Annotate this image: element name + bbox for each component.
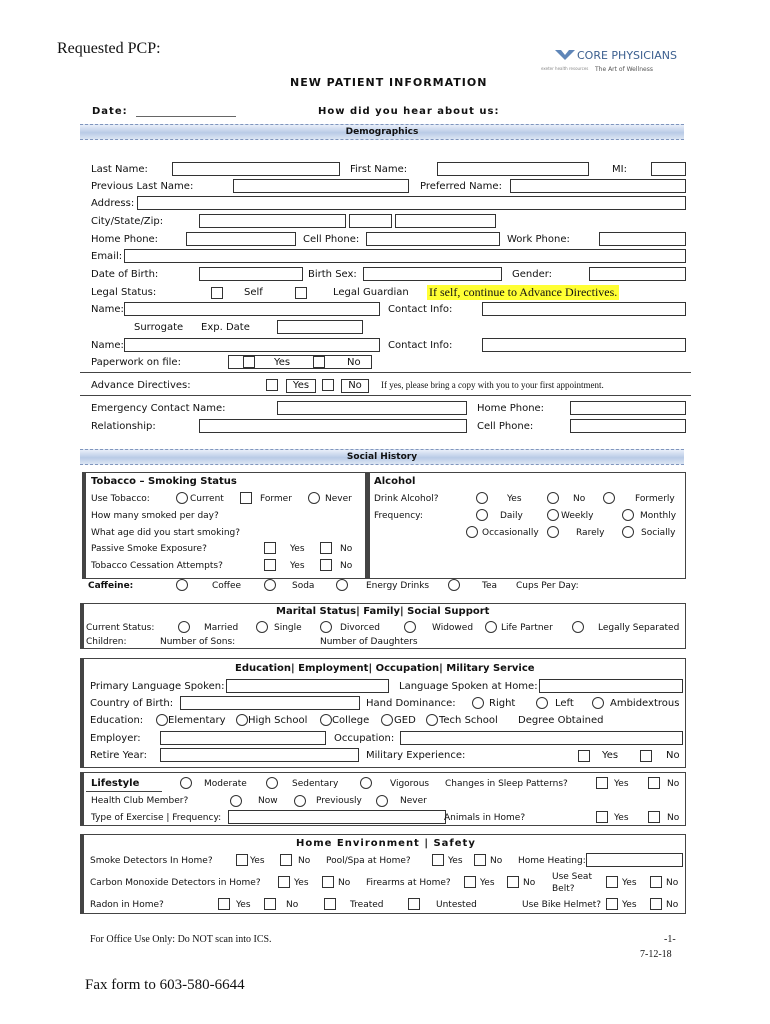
- previous-last-name-label: Previous Last Name:: [91, 181, 194, 192]
- ad-yes-label: Yes: [286, 379, 316, 393]
- military-no-label: No: [666, 750, 680, 761]
- hand-left-label: Left: [555, 698, 574, 709]
- surrogate-label: Surrogate: [134, 322, 184, 333]
- birth-sex-label: Birth Sex:: [308, 269, 357, 280]
- high-school-label: High School: [248, 715, 308, 726]
- name2-field[interactable]: [124, 338, 380, 352]
- emergency-contact-field[interactable]: [277, 401, 467, 415]
- passive-no-label: No: [340, 544, 353, 554]
- sleep-yes-label: Yes: [614, 779, 629, 789]
- cessation-label: Tobacco Cessation Attempts?: [91, 561, 223, 571]
- date-label: Date:: [92, 106, 128, 117]
- tech-school-label: Tech School: [439, 715, 498, 726]
- how-many-label: How many smoked per day?: [91, 511, 219, 521]
- radon-untested-label: Untested: [436, 900, 477, 910]
- zip-field[interactable]: [395, 214, 496, 228]
- seat-belt-yes-label: Yes: [622, 878, 637, 888]
- relationship-field[interactable]: [199, 419, 467, 433]
- elementary-radio[interactable]: [156, 714, 168, 726]
- ad-no-label: No: [341, 379, 369, 393]
- cell-phone-label: Cell Phone:: [303, 234, 360, 245]
- country-label: Country of Birth:: [90, 698, 174, 709]
- cell-phone-field[interactable]: [366, 232, 500, 246]
- military-label: Military Experience:: [366, 750, 466, 761]
- coffee-label: Coffee: [212, 581, 242, 591]
- smoke-detectors-label: Smoke Detectors In Home?: [90, 856, 213, 866]
- freq-monthly-label: Monthly: [640, 511, 677, 521]
- legal-guardian-label: Legal Guardian: [333, 287, 409, 298]
- first-name-label: First Name:: [350, 164, 408, 175]
- co-yes-checkbox[interactable]: [278, 876, 290, 888]
- tobacco-never-radio[interactable]: [308, 492, 320, 504]
- cups-per-day-label: Cups Per Day:: [516, 581, 579, 591]
- drink-alcohol-label: Drink Alcohol?: [374, 494, 439, 504]
- date-line[interactable]: [136, 116, 236, 117]
- drink-yes-label: Yes: [507, 494, 522, 504]
- exercise-label: Type of Exercise | Frequency:: [91, 813, 222, 823]
- first-name-field[interactable]: [437, 162, 589, 176]
- freq-socially-radio[interactable]: [622, 526, 634, 538]
- name-field[interactable]: [124, 302, 380, 316]
- seat-belt-no-checkbox[interactable]: [650, 876, 662, 888]
- drink-formerly-label: Formerly: [635, 494, 675, 504]
- drink-no-radio[interactable]: [547, 492, 559, 504]
- form-date: 7-12-18: [640, 949, 672, 960]
- email-label: Email:: [91, 251, 123, 262]
- high-school-radio[interactable]: [236, 714, 248, 726]
- seat-belt-yes-checkbox[interactable]: [606, 876, 618, 888]
- passive-no-checkbox[interactable]: [320, 542, 332, 554]
- dob-label: Date of Birth:: [91, 269, 159, 280]
- caffeine-label: Caffeine:: [88, 581, 134, 591]
- freq-daily-radio[interactable]: [476, 509, 488, 521]
- legal-self-label: Self: [244, 287, 263, 298]
- moderate-radio[interactable]: [180, 777, 192, 789]
- tobacco-former-checkbox[interactable]: [240, 492, 252, 504]
- hand-left-radio[interactable]: [536, 697, 548, 709]
- firearms-no-checkbox[interactable]: [507, 876, 519, 888]
- separated-label: Legally Separated: [598, 623, 680, 633]
- logo-mark-icon: [555, 48, 575, 62]
- hand-right-radio[interactable]: [472, 697, 484, 709]
- paperwork-label: Paperwork on file:: [91, 357, 181, 368]
- passive-smoke-label: Passive Smoke Exposure?: [91, 544, 207, 554]
- education-label: Education:: [90, 715, 144, 726]
- ged-label: GED: [394, 715, 416, 726]
- address-label: Address:: [91, 198, 135, 209]
- smoke-no-checkbox[interactable]: [280, 854, 292, 866]
- dob-field[interactable]: [199, 267, 303, 281]
- cessation-yes-label: Yes: [290, 561, 305, 571]
- firearms-yes-checkbox[interactable]: [464, 876, 476, 888]
- requested-pcp-label: Requested PCP:: [57, 40, 161, 57]
- single-label: Single: [274, 623, 302, 633]
- single-radio[interactable]: [256, 621, 268, 633]
- contact-info2-field[interactable]: [482, 338, 686, 352]
- firearms-label: Firearms at Home?: [366, 878, 451, 888]
- freq-rarely-radio[interactable]: [547, 526, 559, 538]
- social-history-title: Social History: [346, 452, 418, 462]
- contact-info2-label: Contact Info:: [388, 340, 453, 351]
- freq-rarely-label: Rarely: [576, 528, 605, 538]
- city-state-zip-label: City/State/Zip:: [91, 216, 164, 227]
- sleep-yes-checkbox[interactable]: [596, 777, 608, 789]
- ad-no-checkbox[interactable]: [322, 379, 334, 391]
- helmet-no-label: No: [666, 900, 679, 910]
- freq-occasionally-radio[interactable]: [466, 526, 478, 538]
- preferred-name-label: Preferred Name:: [420, 181, 502, 192]
- animals-yes-label: Yes: [614, 813, 629, 823]
- freq-daily-label: Daily: [500, 511, 523, 521]
- previous-last-name-field[interactable]: [233, 179, 409, 193]
- co-no-checkbox[interactable]: [322, 876, 334, 888]
- sedentary-label: Sedentary: [292, 779, 339, 789]
- drink-yes-radio[interactable]: [476, 492, 488, 504]
- animals-yes-checkbox[interactable]: [596, 811, 608, 823]
- country-field[interactable]: [180, 696, 360, 710]
- ad-note: If yes, please bring a copy with you to your first appointment.: [381, 380, 604, 390]
- paperwork-yes-label: Yes: [274, 357, 291, 368]
- birth-sex-field[interactable]: [363, 267, 502, 281]
- seat-belt-label: Use Seat Belt?: [552, 872, 592, 894]
- home-title: Home Environment | Safety: [296, 838, 476, 849]
- work-phone-label: Work Phone:: [507, 234, 570, 245]
- retire-field[interactable]: [160, 748, 359, 762]
- drink-no-label: No: [573, 494, 586, 504]
- demographics-title: Demographics: [345, 127, 419, 137]
- lifestyle-title: Lifestyle: [91, 778, 140, 789]
- tobacco-former-label: Former: [260, 494, 292, 504]
- gender-label: Gender:: [512, 269, 553, 280]
- club-never-radio[interactable]: [376, 795, 388, 807]
- exp-date-field[interactable]: [277, 320, 363, 334]
- lifestyle-title-line: [86, 791, 162, 792]
- pool-no-label: No: [490, 856, 503, 866]
- freq-occasionally-label: Occasionally: [482, 528, 539, 538]
- home-language-field[interactable]: [539, 679, 683, 693]
- work-phone-field[interactable]: [599, 232, 686, 246]
- fax-note: Fax form to 603-580-6644: [85, 977, 245, 993]
- heating-field[interactable]: [586, 853, 683, 867]
- marital-title: Marital Status| Family| Social Support: [276, 606, 490, 617]
- advance-directives-label: Advance Directives:: [91, 380, 191, 391]
- radon-no-checkbox[interactable]: [264, 898, 276, 910]
- degree-label: Degree Obtained: [518, 715, 604, 726]
- smoke-no-label: No: [298, 856, 311, 866]
- club-previously-label: Previously: [316, 796, 362, 806]
- tobacco-current-radio[interactable]: [176, 492, 188, 504]
- vigorous-label: Vigorous: [390, 779, 430, 789]
- daughters-label: Number of Daughters: [320, 637, 418, 647]
- college-radio[interactable]: [320, 714, 332, 726]
- contact-info-field[interactable]: [482, 302, 686, 316]
- freq-monthly-radio[interactable]: [622, 509, 634, 521]
- legal-status-label: Legal Status:: [91, 287, 157, 298]
- alcohol-section: [366, 472, 686, 579]
- pool-label: Pool/Spa at Home?: [326, 856, 411, 866]
- hear-about-label: How did you hear about us:: [318, 106, 500, 117]
- logo-tagline: The Art of Wellness: [595, 66, 653, 73]
- tobacco-never-label: Never: [325, 494, 352, 504]
- primary-language-label: Primary Language Spoken:: [90, 681, 225, 692]
- email-field[interactable]: [124, 249, 686, 263]
- what-age-label: What age did you start smoking?: [91, 528, 241, 538]
- current-status-label: Current Status:: [86, 623, 155, 633]
- married-label: Married: [204, 623, 239, 633]
- smoke-yes-checkbox[interactable]: [236, 854, 248, 866]
- co-detectors-label: Carbon Monoxide Detectors in Home?: [90, 878, 261, 888]
- freq-socially-label: Socially: [641, 528, 676, 538]
- name2-label: Name:: [91, 340, 124, 351]
- exercise-field[interactable]: [228, 810, 446, 824]
- home-phone-field[interactable]: [186, 232, 296, 246]
- cessation-no-label: No: [340, 561, 353, 571]
- logo-name: CORE PHYSICIANS: [577, 49, 677, 62]
- radon-yes-label: Yes: [236, 900, 251, 910]
- mi-label: MI:: [612, 164, 627, 175]
- form-title: NEW PATIENT INFORMATION: [290, 76, 488, 89]
- radon-treated-label: Treated: [350, 900, 384, 910]
- education-title: Education| Employment| Occupation| Military Service: [235, 663, 535, 674]
- hand-label: Hand Dominance:: [366, 698, 456, 709]
- last-name-label: Last Name:: [91, 164, 148, 175]
- separated-radio[interactable]: [572, 621, 584, 633]
- smoke-yes-label: Yes: [250, 856, 265, 866]
- primary-language-field[interactable]: [226, 679, 389, 693]
- helmet-yes-checkbox[interactable]: [606, 898, 618, 910]
- logo-sub: exeter health resources: [541, 66, 589, 71]
- firearms-yes-label: Yes: [480, 878, 495, 888]
- firearms-no-label: No: [523, 878, 536, 888]
- divorced-radio[interactable]: [320, 621, 332, 633]
- if-self-note: If self, continue to Advance Directives.: [429, 285, 618, 299]
- home-phone-label: Home Phone:: [91, 234, 159, 245]
- emergency-contact-label: Emergency Contact Name:: [91, 403, 226, 414]
- helmet-no-checkbox[interactable]: [650, 898, 662, 910]
- co-no-label: No: [338, 878, 351, 888]
- hand-ambi-label: Ambidextrous: [610, 698, 680, 709]
- cessation-no-checkbox[interactable]: [320, 559, 332, 571]
- tobacco-current-label: Current: [190, 494, 224, 504]
- social-history-header: [80, 449, 684, 465]
- married-radio[interactable]: [178, 621, 190, 633]
- hand-ambi-radio[interactable]: [592, 697, 604, 709]
- seat-belt-no-label: No: [666, 878, 679, 888]
- pool-yes-label: Yes: [448, 856, 463, 866]
- ec-home-phone-label: Home Phone:: [477, 403, 545, 414]
- sleep-label: Changes in Sleep Patterns?: [445, 779, 568, 789]
- gender-field[interactable]: [589, 267, 686, 281]
- freq-weekly-label: Weekly: [561, 511, 594, 521]
- address-field[interactable]: [137, 196, 686, 210]
- sleep-no-checkbox[interactable]: [648, 777, 660, 789]
- city-field[interactable]: [199, 214, 346, 228]
- club-never-label: Never: [400, 796, 427, 806]
- soda-radio[interactable]: [264, 579, 276, 591]
- military-yes-label: Yes: [602, 750, 619, 761]
- divorced-label: Divorced: [340, 623, 380, 633]
- club-label: Health Club Member?: [91, 796, 189, 806]
- tea-radio[interactable]: [448, 579, 460, 591]
- mi-field[interactable]: [651, 162, 686, 176]
- life-partner-label: Life Partner: [501, 623, 553, 633]
- last-name-field[interactable]: [172, 162, 340, 176]
- contact-info-label: Contact Info:: [388, 304, 453, 315]
- ged-radio[interactable]: [381, 714, 393, 726]
- drink-formerly-radio[interactable]: [603, 492, 615, 504]
- moderate-label: Moderate: [204, 779, 247, 789]
- club-now-label: Now: [258, 796, 278, 806]
- legal-guardian-checkbox[interactable]: [295, 287, 307, 299]
- occupation-field[interactable]: [400, 731, 683, 745]
- pool-yes-checkbox[interactable]: [432, 854, 444, 866]
- club-now-radio[interactable]: [230, 795, 242, 807]
- preferred-name-field[interactable]: [510, 179, 686, 193]
- name-label: Name:: [91, 304, 124, 315]
- co-yes-label: Yes: [294, 878, 309, 888]
- military-yes-checkbox[interactable]: [578, 750, 590, 762]
- children-label: Children:: [86, 637, 127, 647]
- ad-yes-checkbox[interactable]: [266, 379, 278, 391]
- pool-no-checkbox[interactable]: [474, 854, 486, 866]
- frequency-label: Frequency:: [374, 511, 423, 521]
- radon-untested-checkbox[interactable]: [408, 898, 420, 910]
- office-use-note: For Office Use Only: Do NOT scan into ICS.: [90, 934, 272, 945]
- animals-no-checkbox[interactable]: [648, 811, 660, 823]
- coffee-radio[interactable]: [176, 579, 188, 591]
- ec-cell-phone-field[interactable]: [570, 419, 686, 433]
- exp-date-label: Exp. Date: [201, 322, 250, 333]
- sleep-no-label: No: [667, 779, 680, 789]
- energy-drinks-label: Energy Drinks: [366, 581, 430, 591]
- demographics-header: [80, 124, 684, 140]
- tobacco-title: Tobacco – Smoking Status: [91, 476, 237, 487]
- occupation-label: Occupation:: [334, 733, 395, 744]
- helmet-yes-label: Yes: [622, 900, 637, 910]
- cessation-yes-checkbox[interactable]: [264, 559, 276, 571]
- elementary-label: Elementary: [168, 715, 226, 726]
- use-tobacco-label: Use Tobacco:: [91, 494, 150, 504]
- vigorous-radio[interactable]: [360, 777, 372, 789]
- page-number: -1-: [664, 934, 676, 945]
- hand-right-label: Right: [489, 698, 516, 709]
- soda-label: Soda: [292, 581, 315, 591]
- military-no-checkbox[interactable]: [640, 750, 652, 762]
- radon-no-label: No: [286, 900, 299, 910]
- sons-label: Number of Sons:: [160, 637, 236, 647]
- alcohol-title: Alcohol: [374, 476, 416, 487]
- radon-yes-checkbox[interactable]: [218, 898, 230, 910]
- employer-field[interactable]: [160, 731, 326, 745]
- life-partner-radio[interactable]: [485, 621, 497, 633]
- freq-weekly-radio[interactable]: [547, 509, 559, 521]
- employer-label: Employer:: [90, 733, 141, 744]
- college-label: College: [332, 715, 370, 726]
- tech-school-radio[interactable]: [426, 714, 438, 726]
- animals-label: Animals in Home?: [444, 813, 526, 823]
- tea-label: Tea: [482, 581, 498, 591]
- sedentary-radio[interactable]: [266, 777, 278, 789]
- paperwork-no-checkbox[interactable]: [313, 356, 325, 368]
- passive-yes-checkbox[interactable]: [264, 542, 276, 554]
- ec-home-phone-field[interactable]: [570, 401, 686, 415]
- paperwork-no-label: No: [347, 357, 361, 368]
- widowed-label: Widowed: [432, 623, 474, 633]
- home-language-label: Language Spoken at Home:: [399, 681, 538, 692]
- helmet-label: Use Bike Helmet?: [522, 900, 602, 910]
- club-previously-radio[interactable]: [294, 795, 306, 807]
- legal-self-checkbox[interactable]: [211, 287, 223, 299]
- paperwork-yes-checkbox[interactable]: [243, 356, 255, 368]
- passive-yes-label: Yes: [290, 544, 305, 554]
- energy-drinks-radio[interactable]: [336, 579, 348, 591]
- radon-treated-checkbox[interactable]: [324, 898, 336, 910]
- relationship-label: Relationship:: [91, 421, 156, 432]
- radon-label: Radon in Home?: [90, 900, 164, 910]
- state-field[interactable]: [349, 214, 392, 228]
- heating-label: Home Heating:: [518, 856, 586, 866]
- ec-cell-phone-label: Cell Phone:: [477, 421, 534, 432]
- widowed-radio[interactable]: [404, 621, 416, 633]
- retire-label: Retire Year:: [90, 750, 147, 761]
- animals-no-label: No: [667, 813, 680, 823]
